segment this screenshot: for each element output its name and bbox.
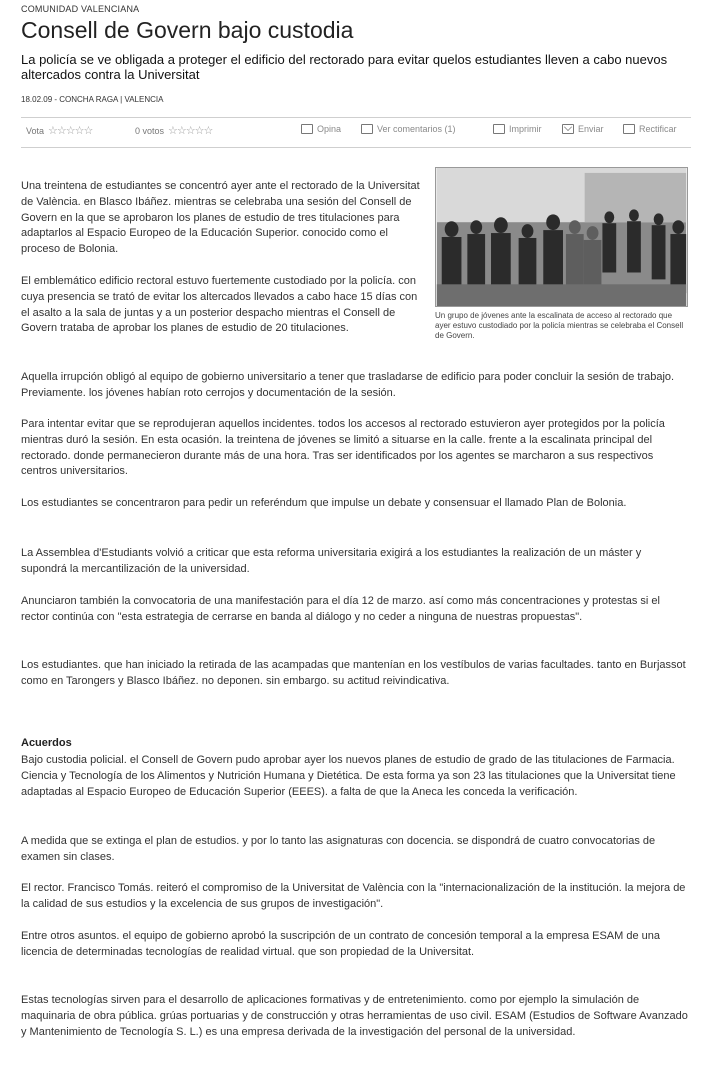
paragraph: A medida que se extinga el plan de estudios. y por lo tanto las asignaturas con docencia. se dispondrá de cuatro convocatorias de examen sin clases. [21, 835, 656, 863]
rectify-link[interactable] [623, 124, 677, 134]
article-subtitle: La policía se ve obligada a proteger el edificio del rectorado para evitar quelos estudiantes lleven a cabo nuevos altercados contra la Universitat [21, 52, 668, 82]
paragraph: Aquella irrupción obligó al equipo de gobierno universitario a tener que trasladarse de edificio para poder concluir la sesión de trabajo. Previamente. los jóvenes habían roto cerrojos y documentación de la sesión. [21, 371, 675, 399]
comment-icon [301, 124, 313, 134]
paragraph: Los estudiantes se concentraron para pedir un referéndum que impulse un debate y consensuar el llamado Plan de Bolonia. [21, 497, 627, 509]
article-toolbar [21, 124, 691, 142]
votes-count-widget [135, 124, 212, 137]
opina-link[interactable] [301, 124, 341, 134]
article-title: Consell de Govern bajo custodia [21, 17, 354, 43]
paragraph: Anunciaron también la convocatoria de una manifestación para el día 12 de marzo. así como más concentraciones y protestas si el rector continúa con "esta estrategia de cerrarse en banda al diálogo y no ceder a ninguna de nuestras propuestas". [21, 595, 660, 623]
votes-count: 0 votos [135, 125, 165, 136]
comments-link[interactable] [361, 124, 456, 134]
protest-photo [435, 167, 688, 307]
photo-caption: Un grupo de jóvenes ante la escalinata de acceso al rectorado que ayer estuvo custodiado por la policía mientras se celebraba el Consell de Govern. [435, 311, 684, 340]
envelope-icon [562, 124, 574, 134]
print-icon [493, 124, 505, 134]
paragraph: La Assemblea d'Estudiants volvió a criticar que esta reforma universitaria exigirá a los estudiantes la realización de un máster y supondrá la mercantilización de la universidad. [21, 547, 642, 575]
vote-widget [26, 124, 92, 137]
comments-icon [361, 124, 373, 134]
paragraph: Bajo custodia policial. el Consell de Govern pudo aprobar ayer los nuevos planes de estudio de grado de las titulaciones de Farmacia. Ciencia y Tecnología de los Alimentos y Nutrición Humana y Dietética. De esta forma ya son 23 las titulaciones que la Universitat tiene adaptadas al Espacio Europeo de Educación Superior (EEES). a falta de que la Aneca les conceda la verificación. [21, 754, 676, 798]
byline: 18.02.09 - CONCHA RAGA | VALENCIA [21, 95, 164, 104]
article-figure [435, 167, 688, 341]
edit-icon [623, 124, 635, 134]
vote-label: Vota [26, 125, 45, 136]
paragraph: El rector. Francisco Tomás. reiteró el compromiso de la Universitat de València con la "internacionalización de la institución. la mejora de la calidad de sus estudios y la excelencia de sus grupos de investigación". [21, 882, 686, 910]
send-label: Enviar [578, 124, 604, 134]
vote-stars[interactable]: ☆☆☆☆☆ [48, 125, 93, 137]
paragraph: Estas tecnologías sirven para el desarrollo de aplicaciones formativas y de entretenimiento. como por ejemplo la simulación de maquinaria de obra pública. grúas portuarias y de construcción y otras herramientas de uso civil. ESAM (Estudios de Software Avanzado y Mantenimiento de Tecnología S. L.) es una empresa derivada de la investigación del personal de la universidad. [21, 994, 688, 1038]
paragraph: Los estudiantes. que han iniciado la retirada de las acampadas que mantenían en los vestíbulos de varias facultades. tanto en Burjassot como en Tarongers y Blasco Ibáñez. no deponen. sin embargo. su actitud reivindicativa. [21, 659, 686, 687]
paragraph: Una treintena de estudiantes se concentró ayer ante el rectorado de la Universitat de València. en Blasco Ibáñez. mientras se celebraba una sesión del Consell de Govern en la que se aprobaron los planes de estudio de tres titulaciones para adaptarlos al Espacio Europeo de la Educación Superior. conocido como el proceso de Bolonia. [21, 180, 420, 256]
section-subheading: Acuerdos [21, 737, 72, 749]
divider-bottom [21, 147, 691, 148]
rating-stars: ☆☆☆☆☆ [168, 125, 213, 137]
print-label: Imprimir [509, 124, 542, 134]
comments-label: Ver comentarios (1) [377, 124, 456, 134]
rectify-label: Rectificar [639, 124, 677, 134]
paragraph: Para intentar evitar que se reprodujeran aquellos incidentes. todos los accesos al rectorado estuvieron ayer protegidos por la policía mientras duró la sesión. En esta ocasión. la treintena de jóvenes se limitó a situarse en la calle. frente a la escalinata principal del rectorado. donde permanecieron durante más de una hora. Tras ser identificados por los agentes se marcharon a sus respectivos centros universitarios. [21, 418, 665, 478]
opina-label: Opina [317, 124, 342, 134]
print-link[interactable] [493, 124, 542, 134]
paragraph: El emblemático edificio rectoral estuvo fuertemente custodiado por la policía. con cuya presencia se trató de evitar los altercados llevados a cabo hace 15 días con el asalto a la sala de juntas y a un posterior despacho mientras el Consell de Govern trataba de aprobar los planes de estudio de 20 titulaciones. [21, 275, 418, 335]
paragraph: Entre otros asuntos. el equipo de gobierno aprobó la suscripción de un contrato de concesión temporal a la empresa ESAM de una licencia de determinadas tecnologías de realidad virtual. que son propiedad de la Universitat. [21, 930, 661, 958]
send-link[interactable] [562, 124, 604, 134]
section-label: COMUNIDAD VALENCIANA [21, 4, 140, 14]
divider-top [21, 117, 691, 118]
